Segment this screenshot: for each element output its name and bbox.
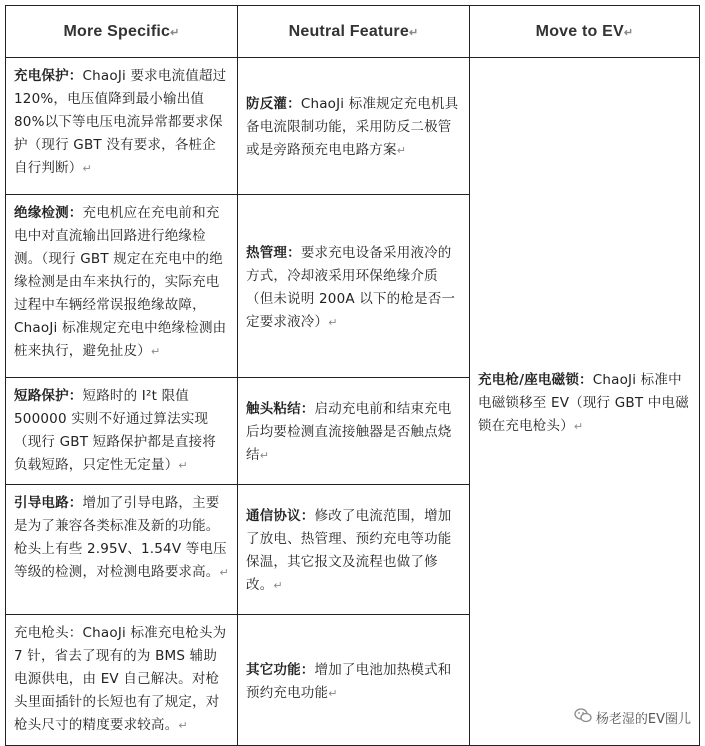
- cell-charging-protection: 充电保护：ChaoJi 要求电流值超过 120%，电压值降到最小输出值 80%以下等电压电流异常都要求保护（现行 GBT 没有要求，各桩企自行判断）↵: [6, 58, 238, 195]
- cell-short-circuit-protection: 短路保护：短路时的 I²t 限值 500000 实则不好通过算法实现（现行 GBT 短路保护都是直接将负载短路，只定性无定量）↵: [6, 378, 238, 485]
- cell-communication-protocol: 通信协议：修改了电流范围，增加了放电、热管理、预约充电等功能保温，其它报文及流程也做了修改。↵: [238, 485, 470, 615]
- header-move-to-ev: Move to EV↵: [470, 6, 700, 58]
- cell-other-functions: 其它功能：增加了电池加热模式和预约充电功能↵: [238, 615, 470, 746]
- cell-thermal-management: 热管理：要求充电设备采用液冷的方式，冷却液采用环保绝缘介质（但未说明 200A 以下的枪是否一定要求液冷）↵: [238, 195, 470, 378]
- cell-pilot-circuit: 引导电路：增加了引导电路，主要是为了兼容各类标准及新的功能。枪头上有些 2.95V、1.54V 等电压等级的检测，对检测电路要求高。↵: [6, 485, 238, 615]
- cell-anti-backflow: 防反灌：ChaoJi 标准规定充电机具备电流限制功能，采用防反二极管或是旁路预充电电路方案↵: [238, 58, 470, 195]
- header-neutral-feature: Neutral Feature↵: [238, 6, 470, 58]
- cell-insulation-detection: 绝缘检测：充电机应在充电前和充电中对直流输出回路进行绝缘检测。（现行 GBT 规定在充电中的绝缘检测是由车来执行的，实际充电过程中车辆经常误报绝缘故障，ChaoJi 标准规定充电中绝缘检测由桩来执行，避免扯皮）↵: [6, 195, 238, 378]
- cell-electromagnetic-lock: 充电枪/座电磁锁：ChaoJi 标准中电磁锁移至 EV（现行 GBT 中电磁锁在充电枪头）↵: [470, 58, 700, 746]
- cell-charging-gun-head: 充电枪头：ChaoJi 标准充电枪头为 7 针，省去了现有的为 BMS 辅助电源供电，由 EV 自己解决。对枪头里面插针的长短也有了规定，对枪头尺寸的精度要求较高。↵: [6, 615, 238, 746]
- watermark-text: 杨老湿的EV圈儿: [595, 712, 691, 727]
- wechat-icon-svg: [574, 708, 592, 723]
- header-more-specific: More Specific↵: [6, 6, 238, 58]
- wechat-icon: [574, 708, 592, 727]
- comparison-table: [5, 5, 700, 746]
- cell-contact-welding: 触头粘结：启动充电前和结束充电后均要检测直流接触器是否触点烧结↵: [238, 378, 470, 485]
- watermark: [574, 708, 691, 727]
